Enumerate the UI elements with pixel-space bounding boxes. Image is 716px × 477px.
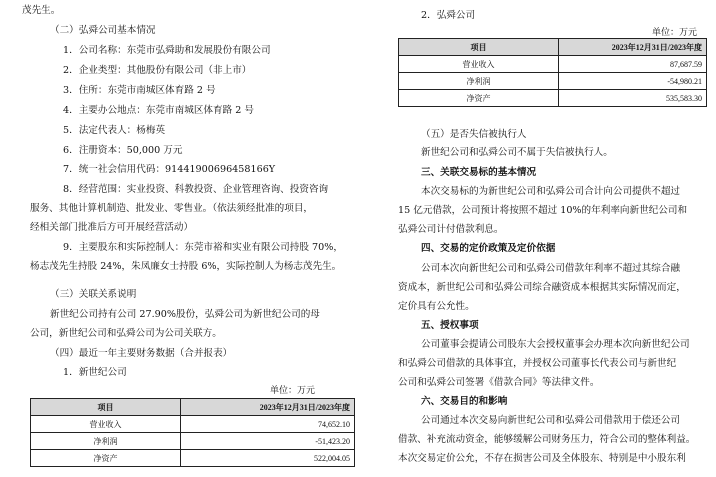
section-heading: 五、授权事项 [421, 320, 479, 331]
paragraph-line: 公司本次向新世纪公司和弘舜公司借款年利率不超过其综合融 [421, 263, 681, 274]
company-type: 2．企业类型：其他股份有限公司（非上市） [63, 65, 252, 76]
section-heading: （二）弘舜公司基本情况 [50, 25, 156, 36]
section-heading: （四）最近一年主要财务数据（合并报表） [50, 348, 233, 359]
paragraph-line: 本次交易标的为新世纪公司和弘舜公司合计向公司提供不超过 [421, 186, 681, 197]
header-period: 2023年12月31日/2023年度 [181, 399, 355, 416]
section-heading: 三、关联交易标的基本情况 [421, 167, 537, 178]
section-heading: 四、交易的定价政策及定价依据 [421, 243, 556, 254]
row-value: -54,980.21 [559, 73, 707, 90]
row-value: 522,004.05 [181, 450, 355, 467]
paragraph-line: 和弘舜公司借款的具体事宜，并授权公司董事长代表公司与新世纪 [398, 358, 677, 369]
header-item: 项目 [399, 39, 559, 56]
paragraph-line: 公司和弘舜公司签署《借款合同》等法律文件。 [398, 377, 600, 388]
table-header-row [31, 399, 355, 416]
paragraph-line: 定价具有公允性。 [398, 301, 475, 312]
row-value: 74,652.10 [181, 416, 355, 433]
row-label: 净利润 [31, 433, 181, 450]
financial-table-xinshiji [30, 398, 355, 467]
table-row [31, 433, 355, 450]
paragraph-line: 资成本，新世纪公司和弘舜公司综合融资成本根据其实际情况而定， [398, 282, 686, 293]
table-row [31, 416, 355, 433]
row-value: -51,423.20 [181, 433, 355, 450]
section-heading: （三）关联关系说明 [50, 289, 137, 300]
header-period: 2023年12月31日/2023年度 [559, 39, 707, 56]
table-row [399, 73, 707, 90]
business-scope-line: 服务、其他计算机制造、批发业、零售业。（依法须经批准的项目， [30, 203, 314, 214]
business-scope-line: 8．经营范围：实业投资、科教投资、企业管理咨询、投资咨询 [63, 184, 329, 195]
row-label: 营业收入 [399, 56, 559, 73]
section-heading: （五）是否失信被执行人 [421, 129, 527, 140]
business-scope-line: 经相关部门批准后方可开展经营活动） [30, 222, 194, 233]
registered-capital: 6．注册资本：50,000 万元 [63, 145, 183, 156]
table-row [399, 56, 707, 73]
row-label: 净资产 [399, 90, 559, 107]
header-item: 项目 [31, 399, 181, 416]
relationship-line: 公司，新世纪公司和弘舜公司为公司关联方。 [30, 328, 222, 339]
table-row [31, 450, 355, 467]
row-value: 535,583.30 [559, 90, 707, 107]
row-label: 营业收入 [31, 416, 181, 433]
paragraph-line: 公司董事会提请公司股东大会授权董事会办理本次向新世纪公司 [421, 339, 690, 350]
shareholders-line: 杨志茂先生持股 24%，朱凤廉女士持股 6%，实际控制人为杨志茂先生。 [30, 261, 342, 272]
credit-code: 7．统一社会信用代码：91441900696458166Y [63, 164, 276, 175]
paragraph-line: 弘舜公司计付借款利息。 [398, 224, 504, 235]
paragraph-line: 公司通过本次交易向新世纪公司和弘舜公司借款用于偿还公司 [421, 415, 681, 426]
table-row [399, 90, 707, 107]
subsection-heading: 1．新世纪公司 [63, 367, 127, 378]
unit-label: 单位：万元 [270, 386, 316, 396]
company-name: 1．公司名称：东莞市弘舜助和发展股份有限公司 [63, 45, 271, 56]
office-location: 4．主要办公地点：东莞市南城区体育路 2 号 [63, 105, 254, 116]
row-value: 87,687.59 [559, 56, 707, 73]
table-header-row [399, 39, 707, 56]
paragraph-line: 新世纪公司和弘舜公司不属于失信被执行人。 [421, 147, 613, 158]
paragraph-line: 15 亿元借款，公司预计将按照不超过 10%的年利率向新世纪公司和 [398, 205, 688, 216]
company-address: 3．住所：东莞市南城区体育路 2 号 [63, 85, 216, 96]
financial-table-hongshun [398, 38, 707, 107]
paragraph-line: 借款、补充流动资金，能够缓解公司财务压力，符合公司的整体利益。 [398, 434, 696, 445]
paragraph-line: 本次交易定价公允，不存在损害公司及全体股东、特别是中小股东利 [398, 453, 686, 464]
row-label: 净利润 [399, 73, 559, 90]
legal-representative: 5．法定代表人：杨梅英 [63, 125, 166, 136]
relationship-line: 新世纪公司持有公司 27.90%股份，弘舜公司为新世纪公司的母 [50, 309, 320, 320]
section-heading: 六、交易目的和影响 [421, 396, 508, 407]
unit-label: 单位：万元 [652, 28, 698, 38]
continued-text: 茂先生。 [22, 5, 61, 16]
shareholders-line: 9．主要股东和实际控制人：东莞市裕和实业有限公司持股 70%， [63, 242, 343, 253]
subsection-heading: 2．弘舜公司 [421, 10, 476, 21]
row-label: 净资产 [31, 450, 181, 467]
